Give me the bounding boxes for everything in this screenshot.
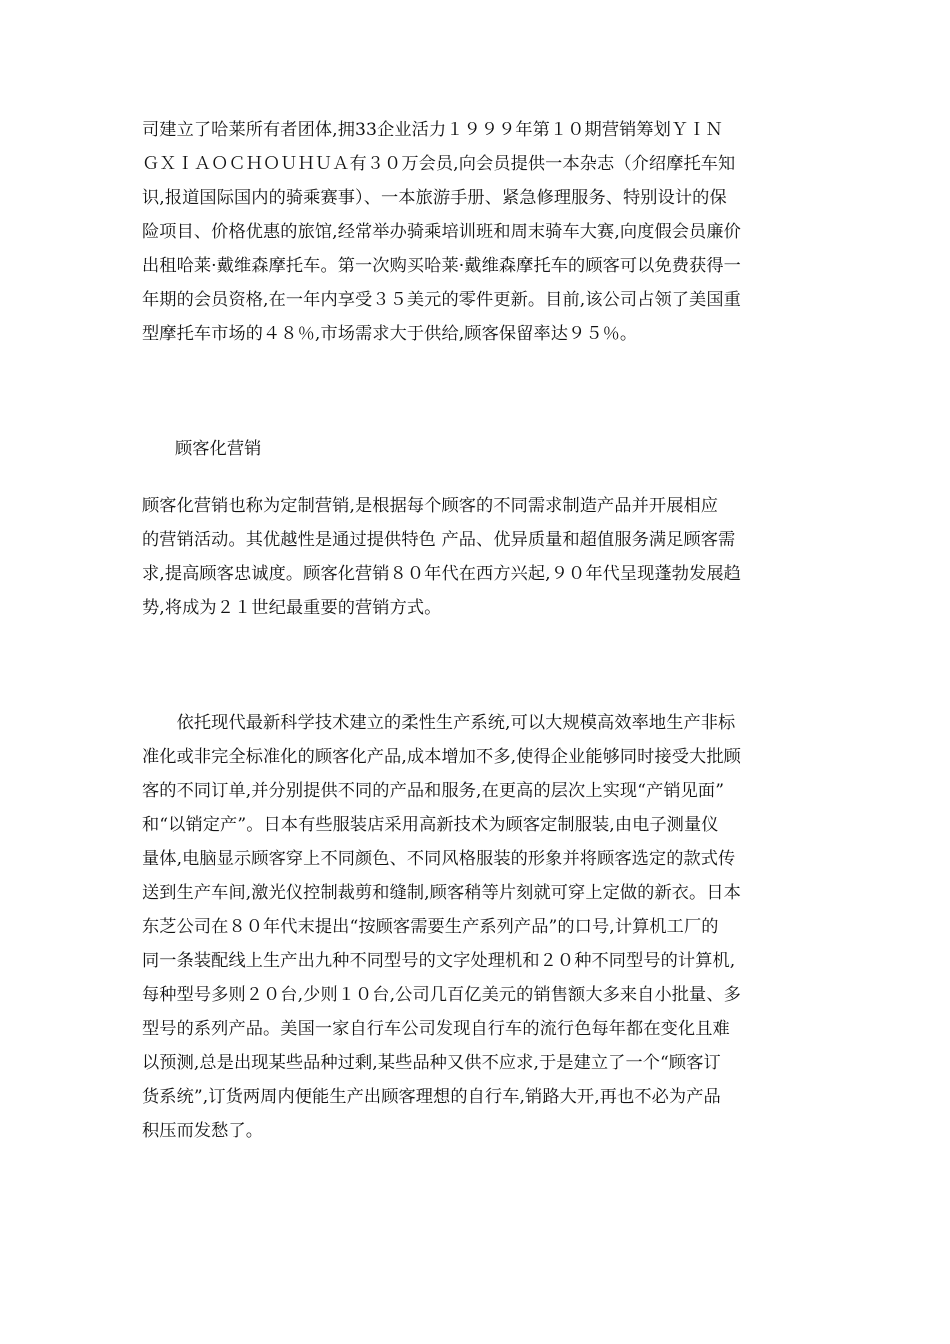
text-line: 同一条装配线上生产出九种不同型号的文字处理机和２０种不同型号的计算机, (142, 951, 736, 971)
text-line: 客的不同订单,并分别提供不同的产品和服务,在更高的层次上实现“产销见面” (142, 781, 725, 801)
text-line: 每种型号多则２０台,少则１０台,公司几百亿美元的销售额大多来自小批量、多 (142, 985, 741, 1005)
text-line: 依托现代最新科学技术建立的柔性生产系统,可以大规模高效率地生产非标 (142, 713, 736, 733)
text-line: ＧＸＩＡＯＣＨＯＵＨＵＡ有３０万会员,向会员提供一本杂志（介绍摩托车知 (142, 154, 736, 174)
text-line: 送到生产车间,激光仪控制裁剪和缝制,顾客稍等片刻就可穿上定做的新衣。日本 (142, 883, 741, 903)
paragraph-customized-marketing-definition (142, 489, 814, 625)
text-line: 准化或非完全标准化的顾客化产品,成本增加不多,使得企业能够同时接受大批顾 (142, 747, 741, 767)
text-line: 势,将成为２１世纪最重要的营销方式。 (142, 598, 442, 618)
text-line: 东芝公司在８０年代末提出“按顾客需要生产系列产品”的口号,计算机工厂的 (142, 917, 719, 937)
text-line: 出租哈莱·戴维森摩托车。第一次购买哈莱·戴维森摩托车的顾客可以免费获得一 (142, 256, 741, 276)
text-line: 积压而发愁了。 (142, 1121, 264, 1141)
text-line: 年期的会员资格,在一年内享受３５美元的零件更新。目前,该公司占领了美国重 (142, 290, 741, 310)
text-line: 量体,电脑显示顾客穿上不同颜色、不同风格服装的形象并将顾客选定的款式传 (142, 849, 736, 869)
text-line: 顾客化营销也称为定制营销,是根据每个顾客的不同需求制造产品并开展相应 (142, 496, 719, 516)
text-line: 型号的系列产品。美国一家自行车公司发现自行车的流行色每年都在变化且难 (142, 1019, 730, 1039)
text-line: 的营销活动。其优越性是通过提供特色 产品、优异质量和超值服务满足顾客需 (142, 530, 736, 550)
text-line: 货系统”,订货两周内便能生产出顾客理想的自行车,销路大开,再也不必为产品 (142, 1087, 721, 1107)
text-line: 识,报道国际国内的骑乘赛事）、一本旅游手册、紧急修理服务、特别设计的保 (142, 188, 727, 208)
paragraph-harley-membership (142, 113, 814, 351)
section-heading (175, 432, 847, 466)
text-line: 求,提高顾客忠诚度。顾客化营销８０年代在西方兴起,９０年代呈现蓬勃发展趋 (142, 564, 741, 584)
paragraph-flexible-production (142, 706, 814, 1148)
text-line: 司建立了哈莱所有者团体,拥33企业活力１９９９年第１０期营销筹划ＹＩＮ (142, 120, 723, 140)
heading-text: 顾客化营销 (175, 439, 262, 459)
text-line: 型摩托车市场的４８％,市场需求大于供给,顾客保留率达９５％。 (142, 324, 638, 344)
text-line: 和“以销定产”。日本有些服装店采用高新技术为顾客定制服装,由电子测量仪 (142, 815, 719, 835)
text-line: 以预测,总是出现某些品种过剩,某些品种又供不应求,于是建立了一个“顾客订 (142, 1053, 721, 1073)
text-line: 险项目、价格优惠的旅馆,经常举办骑乘培训班和周末骑车大赛,向度假会员廉价 (142, 222, 741, 242)
